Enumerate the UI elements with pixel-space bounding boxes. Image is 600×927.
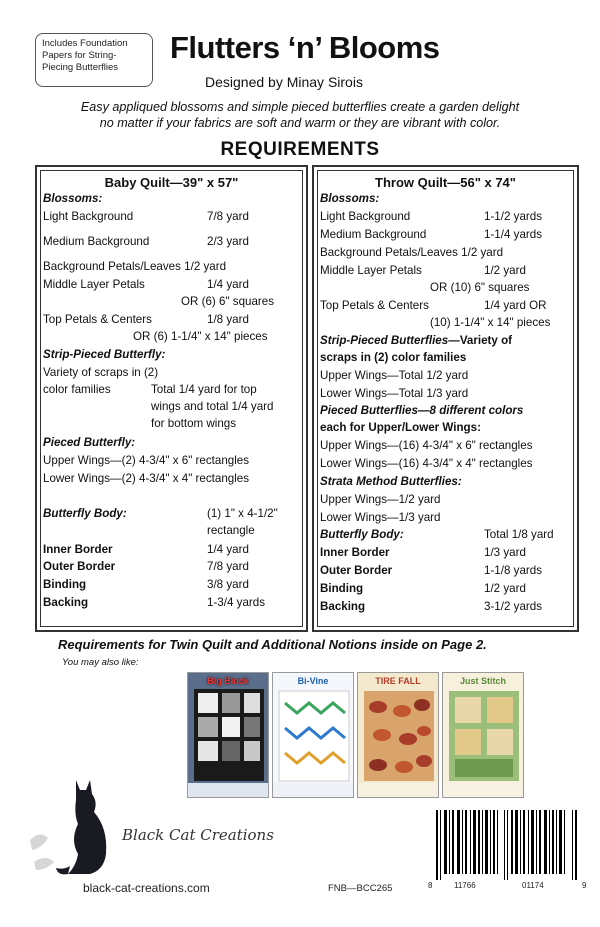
product-thumb-bi-vine[interactable] xyxy=(272,672,354,798)
throw-quilt-heading: Throw Quilt—56" x 74" xyxy=(375,175,516,190)
baby-middle-layer-or: OR (6) 6" squares xyxy=(181,295,275,308)
throw-strip-pieced-heading: Strip-Pieced Butterflies xyxy=(320,334,449,347)
product-thumb-big-block[interactable] xyxy=(187,672,269,798)
throw-inner-border-amount: 1/3 yard xyxy=(484,546,526,559)
intro-text xyxy=(20,99,580,131)
throw-quilt-panel xyxy=(312,165,579,632)
baby-quilt-panel xyxy=(35,165,308,632)
throw-top-petals-label: Top Petals & Centers xyxy=(320,299,429,312)
baby-strip-pieced-heading: Strip-Pieced Butterfly: xyxy=(43,348,166,361)
throw-medium-bg-label: Medium Background xyxy=(320,228,427,241)
throw-pieced-heading-1: Pieced Butterflies—8 different colors xyxy=(320,404,524,417)
designer-credit: Designed by Minay Sirois xyxy=(205,74,363,90)
throw-outer-border-label: Outer Border xyxy=(320,564,393,577)
throw-inner-border-label: Inner Border xyxy=(320,546,390,559)
product-title-tire-fall: TIRE FALL xyxy=(375,676,421,686)
baby-pieced-heading: Pieced Butterfly: xyxy=(43,436,136,449)
barcode-digits-2: 11766 xyxy=(454,881,476,890)
bi-vine-cover-art xyxy=(273,673,354,798)
throw-light-bg-amount: 1-1/2 yards xyxy=(484,210,542,223)
barcode-icon xyxy=(436,810,578,880)
baby-body-amount-1: (1) 1" x 4-1/2" xyxy=(207,507,278,520)
product-thumb-tire-fall[interactable] xyxy=(357,672,439,798)
badge-line-1: Includes Foundation xyxy=(42,38,128,49)
product-thumb-just-stitch[interactable] xyxy=(442,672,524,798)
baby-middle-layer-label: Middle Layer Petals xyxy=(43,278,145,291)
baby-blossoms-heading: Blossoms: xyxy=(43,192,103,205)
baby-light-bg-label: Light Background xyxy=(43,210,134,223)
baby-backing-amount: 1-3/4 yards xyxy=(207,596,265,609)
throw-top-petals-or: (10) 1-1/4" x 14" pieces xyxy=(430,316,551,329)
brand-name: Black Cat Creations xyxy=(122,826,274,844)
product-title-big-block: Big Block xyxy=(207,676,249,686)
throw-pieced-heading-2: each for Upper/Lower Wings: xyxy=(320,421,481,434)
baby-body-amount-2: rectangle xyxy=(207,524,255,537)
throw-upper-total: Upper Wings—Total 1/2 yard xyxy=(320,369,469,382)
barcode-digits-3: 01174 xyxy=(522,881,544,890)
product-title-just-stitch: Just Stitch xyxy=(459,676,506,686)
baby-lower-wings: Lower Wings—(2) 4-3/4" x 4" rectangles xyxy=(43,472,250,485)
may-also-like-label: You may also like: xyxy=(62,657,139,668)
throw-backing-label: Backing xyxy=(320,600,366,613)
throw-strata-heading: Strata Method Butterflies: xyxy=(320,475,462,488)
badge-line-2: Papers for String- xyxy=(42,50,117,61)
website-link[interactable]: black-cat-creations.com xyxy=(83,881,210,895)
throw-binding-amount: 1/2 yard xyxy=(484,582,526,595)
throw-light-bg-label: Light Background xyxy=(320,210,411,223)
baby-inner-border-amount: 1/4 yard xyxy=(207,543,249,556)
baby-total-line-1: Total 1/4 yard for top xyxy=(151,383,257,396)
throw-bg-petals: Background Petals/Leaves 1/2 yard xyxy=(320,246,504,259)
baby-top-petals-label: Top Petals & Centers xyxy=(43,313,152,326)
intro-line-1: Easy appliqued blossoms and simple pieced butterflies create a garden delight xyxy=(80,100,520,114)
just-stitch-cover-art xyxy=(443,673,524,798)
badge-line-3: Piecing Butterflies xyxy=(42,62,119,73)
pattern-title: Flutters ‘n’ Blooms xyxy=(170,30,440,65)
barcode-digit-4: 9 xyxy=(582,881,587,890)
throw-backing-amount: 3-1/2 yards xyxy=(484,600,542,613)
throw-body-label: Butterfly Body: xyxy=(320,528,404,541)
baby-total-line-2: wings and total 1/4 yard xyxy=(151,400,274,413)
baby-binding-amount: 3/8 yard xyxy=(207,578,249,591)
baby-outer-border-label: Outer Border xyxy=(43,560,116,573)
baby-top-petals-or: OR (6) 1-1/4" x 14" pieces xyxy=(133,330,268,343)
twin-quilt-note: Requirements for Twin Quilt and Additional Notions inside on Page 2. xyxy=(58,637,487,652)
throw-middle-layer-amount: 1/2 yard xyxy=(484,264,526,277)
baby-medium-bg-label: Medium Background xyxy=(43,235,150,248)
throw-body-amount: Total 1/8 yard xyxy=(484,528,554,541)
product-sku: FNB—BCC265 xyxy=(328,883,393,894)
baby-top-petals-amount: 1/8 yard xyxy=(207,313,249,326)
throw-strip-pieced-line-2: scraps in (2) color families xyxy=(320,351,467,364)
throw-lower-wings: Lower Wings—(16) 4-3/4" x 4" rectangles xyxy=(320,457,533,470)
baby-binding-label: Binding xyxy=(43,578,87,591)
baby-upper-wings: Upper Wings—(2) 4-3/4" x 6" rectangles xyxy=(43,454,250,467)
throw-top-petals-amount: 1/4 yard OR xyxy=(484,299,547,312)
baby-middle-layer-amount: 1/4 yard xyxy=(207,278,249,291)
baby-light-bg-amount: 7/8 yard xyxy=(207,210,249,223)
baby-color-families: color families xyxy=(43,383,111,396)
baby-medium-bg-amount: 2/3 yard xyxy=(207,235,249,248)
throw-middle-layer-label: Middle Layer Petals xyxy=(320,264,422,277)
baby-inner-border-label: Inner Border xyxy=(43,543,113,556)
throw-binding-label: Binding xyxy=(320,582,364,595)
product-title-bi-vine: Bi-Vine xyxy=(297,676,329,686)
throw-strip-pieced-line-1 xyxy=(320,334,512,348)
intro-line-2: no matter if your fabrics are soft and warm or they are vibrant with color. xyxy=(99,116,501,130)
throw-strata-upper: Upper Wings—1/2 yard xyxy=(320,493,441,506)
black-cat-logo-icon xyxy=(28,770,128,880)
throw-outer-border-amount: 1-1/8 yards xyxy=(484,564,542,577)
baby-backing-label: Backing xyxy=(43,596,89,609)
baby-quilt-heading: Baby Quilt—39" x 57" xyxy=(104,175,239,190)
throw-upper-wings: Upper Wings—(16) 4-3/4" x 6" rectangles xyxy=(320,439,533,452)
throw-medium-bg-amount: 1-1/4 yards xyxy=(484,228,542,241)
tire-fall-cover-art xyxy=(358,673,439,798)
barcode-digit-1: 8 xyxy=(428,881,433,890)
throw-lower-total: Lower Wings—Total 1/3 yard xyxy=(320,387,469,400)
requirements-heading: REQUIREMENTS xyxy=(220,139,380,160)
big-block-cover-art xyxy=(188,673,269,798)
throw-strip-pieced-rest: —Variety of xyxy=(448,334,513,347)
throw-middle-layer-or: OR (10) 6" squares xyxy=(430,281,530,294)
throw-strata-lower: Lower Wings—1/3 yard xyxy=(320,511,441,524)
baby-total-line-3: for bottom wings xyxy=(151,417,237,430)
baby-body-label: Butterfly Body: xyxy=(43,507,127,520)
foundation-papers-badge xyxy=(35,33,153,87)
baby-variety-line: Variety of scraps in (2) xyxy=(43,366,159,379)
throw-blossoms-heading: Blossoms: xyxy=(320,192,380,205)
baby-outer-border-amount: 7/8 yard xyxy=(207,560,249,573)
baby-bg-petals: Background Petals/Leaves 1/2 yard xyxy=(43,260,227,273)
